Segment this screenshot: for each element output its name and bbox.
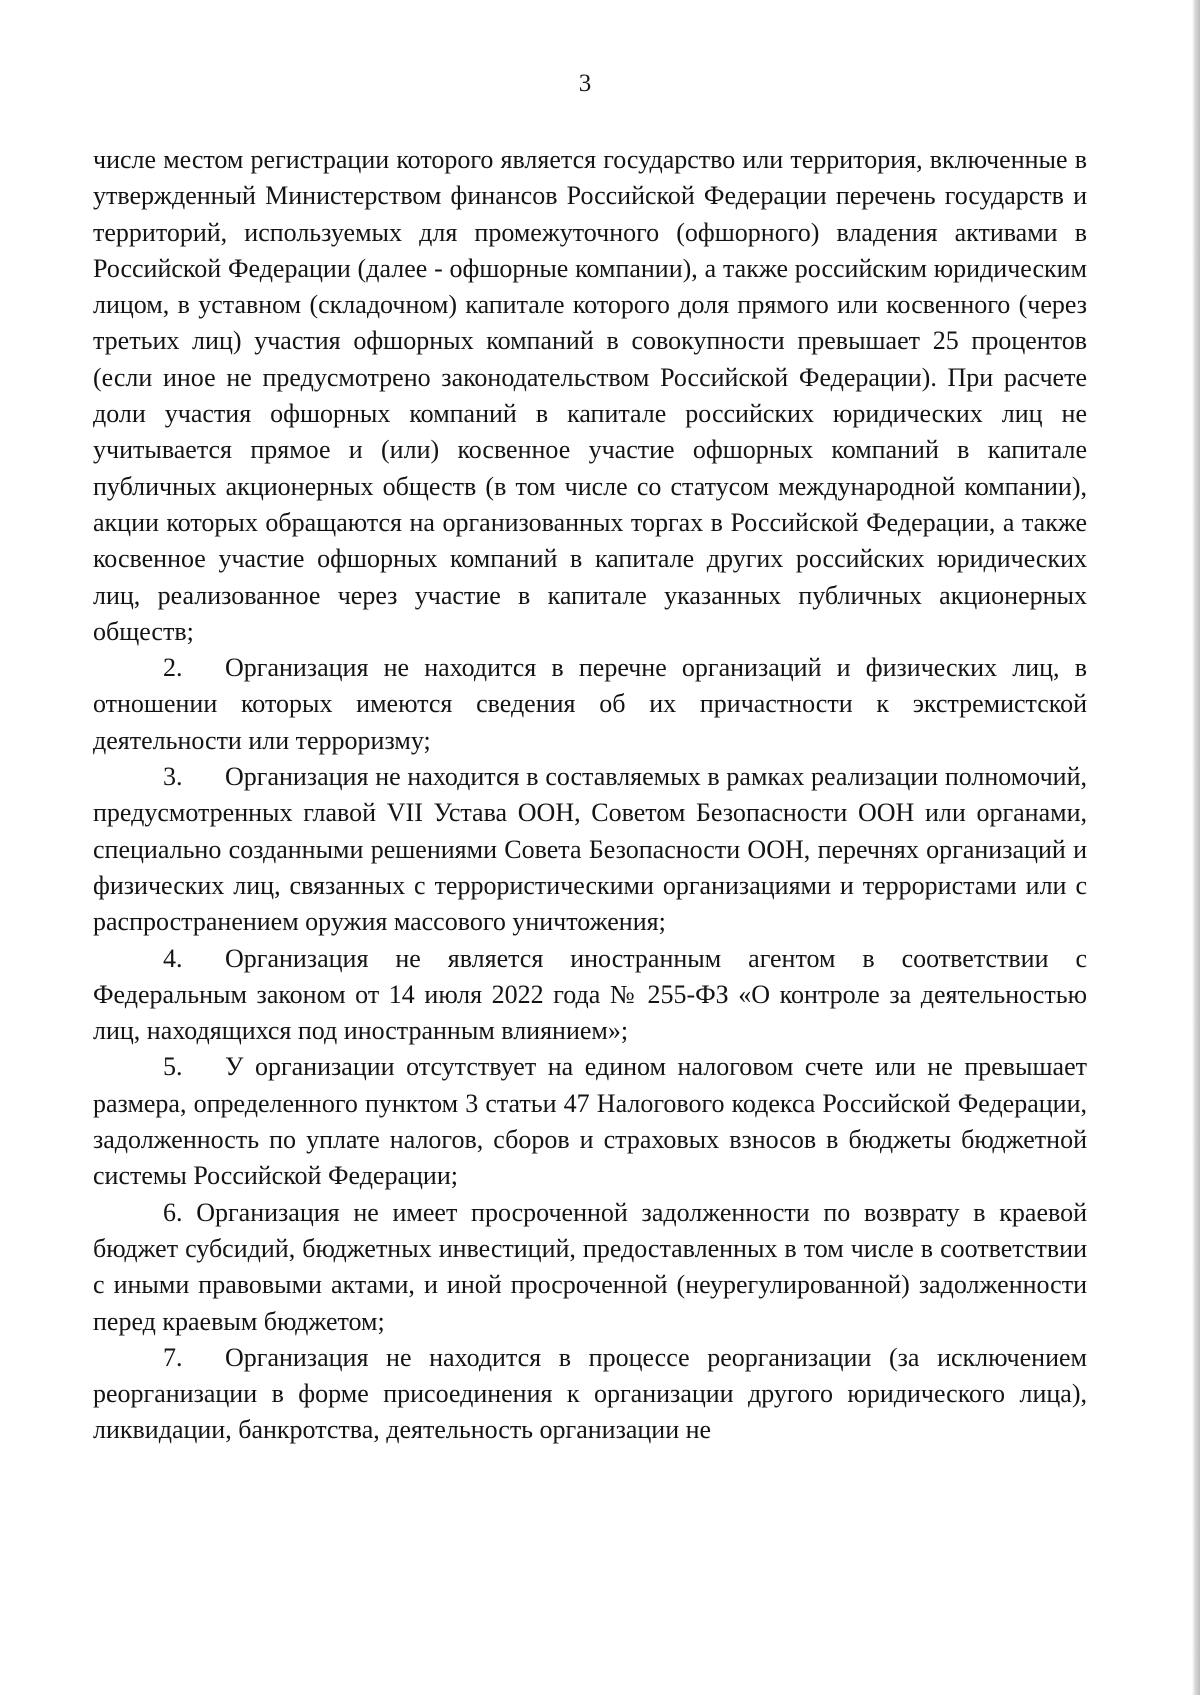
paragraph-item-3: [93, 759, 1087, 940]
paragraph-text: Организация не находится в процессе реорганизации (за исключением реорганизации в форме присоединения к организации другого юридического лица), ликвидации, банкротства, деятельность организации не: [93, 1342, 1087, 1445]
paragraph-item-4: [93, 941, 1087, 1050]
item-number: 4.: [163, 943, 183, 973]
paragraph-item-5: [93, 1049, 1087, 1194]
item-number: 2.: [163, 653, 183, 683]
page-number: 3: [578, 70, 592, 97]
paragraph-continuation: [93, 142, 1087, 650]
item-number: 3.: [163, 762, 183, 792]
paragraph-text: Организация не является иностранным агентом в соответствии с Федеральным законом от 14 июля 2022 года № 255-ФЗ «О контроле за деятельностью лиц, находящихся под иностранным влиянием»;: [93, 943, 1087, 1046]
paragraph-item-7: [93, 1340, 1087, 1449]
paragraph-item-2: [93, 650, 1087, 759]
paragraph-text: числе местом регистрации которого является государство или территория, включенные в утвержденный Министерством финансов Российской Федерации перечень государств и территорий, используемых для промежуточного (офшорного) владения активами в Российской Федерации (далее - офшорные компании), а также российским юридическим лицом, в уставном (складочном) капитале которого доля прямого или косвенного (через третьих лиц) участия офшорных компаний в совокупности превышает 25 процентов (если иное не предусмотрено законодательством Российской Федерации). При расчете доли участия офшорных компаний в капитале российских юридических лиц не учитывается прямое и (или) косвенное участие офшорных компаний в капитале публичных акционерных обществ (в том числе со статусом международной компании), акции которых обращаются на организованных торгах в Российской Федерации, а также косвенное участие офшорных компаний в капитале других российских юридических лиц, реализованное через участие в капитале указанных публичных акционерных обществ;: [93, 145, 1087, 646]
document-body: [93, 142, 1087, 1449]
paragraph-item-6: [93, 1195, 1087, 1340]
paragraph-text: Организация не находится в составляемых в рамках реализации полномочий, предусмотренных главой VII Устава ООН, Советом Безопасности ООН или органами, специально созданными решениями Совета Безопасности ООН, перечнях организаций и физических лиц, связанных с террористическими организациями и террористами или с распространением оружия массового уничтожения;: [93, 762, 1087, 937]
item-number: 7.: [163, 1342, 183, 1372]
item-number: 6.: [163, 1197, 183, 1227]
paragraph-text: Организация не находится в перечне организаций и физических лиц, в отношении которых имеются сведения об их причастности к экстремистской деятельности или терроризму;: [93, 653, 1087, 755]
scan-edge-shadow: [1192, 0, 1200, 1695]
paragraph-text: У организации отсутствует на едином налоговом счете или не превышает размера, определенного пунктом 3 статьи 47 Налогового кодекса Российской Федерации, задолженность по уплате налогов, сборов и страховых взносов в бюджеты бюджетной системы Российской Федерации;: [93, 1052, 1087, 1191]
item-number: 5.: [163, 1052, 183, 1082]
paragraph-text: Организация не имеет просроченной задолженности по возврату в краевой бюджет субсидий, бюджетных инвестиций, предоставленных в том числе в соответствии с иными правовыми актами, и иной просроченной (неурегулированной) задолженности перед краевым бюджетом;: [93, 1197, 1087, 1336]
